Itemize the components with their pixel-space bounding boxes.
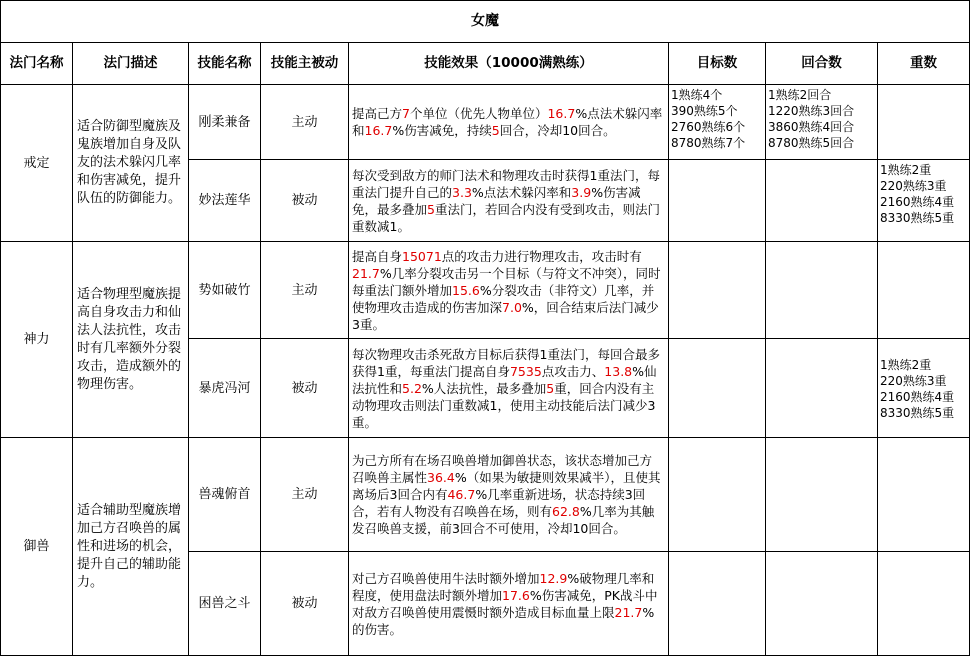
skill-name: 暴虎冯河 xyxy=(189,339,261,438)
header-skill-name: 技能名称 xyxy=(189,43,261,85)
list-line: 220熟练3重 xyxy=(880,374,947,388)
header-rounds: 回合数 xyxy=(766,43,878,85)
effect-text: 点攻击力、 xyxy=(541,363,605,379)
header-stacks: 重数 xyxy=(878,43,970,85)
highlight-value: 62.8 xyxy=(552,504,580,519)
effect-text: %的伤害。 xyxy=(352,604,655,637)
effect-text: 每次受到敌方的师门法术和物理攻击时获得1重法门，每重法门提升自己的 xyxy=(352,167,660,200)
skill-rounds xyxy=(766,242,878,339)
skill-stacks xyxy=(878,85,970,160)
skill-stacks xyxy=(878,242,970,339)
skill-stacks xyxy=(878,552,970,656)
list-line: 2160熟练4重 xyxy=(880,195,955,209)
skill-targets xyxy=(669,160,766,242)
highlight-value: 15.6 xyxy=(452,282,480,298)
effect-text: 对己方召唤兽使用牛法时额外增加 xyxy=(352,570,540,586)
skill-targets xyxy=(669,552,766,656)
highlight-value: 17.6 xyxy=(502,587,530,603)
skill-targets xyxy=(669,85,766,160)
highlight-value: 5.2 xyxy=(402,380,422,396)
skill-effect xyxy=(349,339,669,438)
header-skill-type: 技能主被动 xyxy=(261,43,349,85)
effect-text: %几率为其触发召唤兽支援，前3回合不可使用，冷却10回合。 xyxy=(352,504,655,536)
header-row xyxy=(1,43,970,85)
highlight-value: 7.0 xyxy=(502,299,522,315)
highlight-value: 3.3 xyxy=(452,184,472,200)
list-line: 8780熟练7个 xyxy=(671,136,746,150)
list-line: 1熟练2回合 xyxy=(768,88,832,102)
list-line: 220熟练3重 xyxy=(880,179,947,193)
skill-rounds xyxy=(766,339,878,438)
skill-targets xyxy=(669,438,766,552)
highlight-value: 5 xyxy=(491,123,500,138)
header-targets: 目标数 xyxy=(669,43,766,85)
skill-type: 主动 xyxy=(261,438,349,552)
list-line: 1熟练2重 xyxy=(880,163,932,177)
skill-effect xyxy=(349,160,669,242)
effect-text: 提高自身 xyxy=(352,248,403,264)
effect-text: %伤害减免，持续 xyxy=(392,123,492,138)
list-line: 3860熟练4回合 xyxy=(768,120,855,134)
highlight-value: 15071 xyxy=(402,248,442,264)
effect-text: %伤害减免，PK战斗中对敌方召唤兽使用震慑时额外造成目标血量上限 xyxy=(352,587,658,620)
effect-text: %（如果为敏捷则效果减半），且使其离场后3回合内有 xyxy=(352,470,661,502)
list-line: 8330熟练5重 xyxy=(880,406,955,420)
effect-text: 个单位（优先人物单位） xyxy=(409,106,548,121)
skill-rounds xyxy=(766,160,878,242)
effect-text: %仙法抗性和 xyxy=(352,363,657,396)
table-row xyxy=(1,85,970,160)
effect-text: %几率重新进场，状态持续3回合，若有人物没有召唤兽在场，则有 xyxy=(352,487,646,519)
header-school-desc: 法门描述 xyxy=(73,43,189,85)
skill-rounds xyxy=(766,85,878,160)
skill-name: 势如破竹 xyxy=(189,242,261,339)
list-line: 8330熟练5重 xyxy=(880,211,955,225)
effect-text: 提高己方 xyxy=(352,106,403,121)
highlight-value: 13.8 xyxy=(604,363,633,379)
school-name: 戒定 xyxy=(1,85,73,242)
skill-targets xyxy=(669,242,766,339)
effect-text: 重，回合内没有主动物理攻击则法门重数减1，使用主动技能后法门减少3重。 xyxy=(352,380,656,430)
list-line: 1熟练4个 xyxy=(671,88,723,102)
highlight-value: 7 xyxy=(402,106,410,121)
skill-stacks xyxy=(878,339,970,438)
skill-type: 主动 xyxy=(261,85,349,160)
table-row xyxy=(1,438,970,552)
skill-name: 妙法莲华 xyxy=(189,160,261,242)
skill-effect xyxy=(349,242,669,339)
highlight-value: 21.7 xyxy=(614,604,643,620)
highlight-value: 5 xyxy=(546,380,555,396)
header-skill-effect: 技能效果（10000满熟练） xyxy=(349,43,669,85)
skill-rounds xyxy=(766,438,878,552)
list-line: 2160熟练4重 xyxy=(880,390,955,404)
effect-text: %人法抗性，最多叠加 xyxy=(421,380,547,396)
skill-effect xyxy=(349,438,669,552)
highlight-value: 12.9 xyxy=(539,570,568,586)
effect-text: %破物理几率和程度，使用盘法时额外增加 xyxy=(352,570,655,603)
school-desc: 适合辅助型魔族增加己方召唤兽的属性和进场的机会，提升自己的辅助能力。 xyxy=(73,438,189,656)
effect-text: 点的攻击力进行物理攻击，攻击时有 xyxy=(441,248,642,264)
skill-name: 困兽之斗 xyxy=(189,552,261,656)
table-title: 女魔 xyxy=(1,1,970,43)
table-row xyxy=(1,242,970,339)
effect-text: %点法术躲闪率和 xyxy=(471,184,572,200)
highlight-value: 16.7 xyxy=(547,106,576,121)
highlight-value: 21.7 xyxy=(352,265,380,281)
highlight-value: 36.4 xyxy=(427,470,455,485)
list-line: 2760熟练6个 xyxy=(671,120,746,134)
highlight-value: 46.7 xyxy=(447,487,476,502)
highlight-value: 7535 xyxy=(509,363,542,379)
effect-text: %，回合结束后法门减少3重。 xyxy=(352,299,659,332)
list-line: 1熟练2重 xyxy=(880,358,932,372)
list-line: 1220熟练3回合 xyxy=(768,104,855,118)
skill-type: 被动 xyxy=(261,552,349,656)
effect-text: %点法术躲闪率和 xyxy=(352,106,663,138)
skill-stacks xyxy=(878,438,970,552)
effect-text: %伤害减免，最多叠加 xyxy=(352,184,641,217)
skill-stacks xyxy=(878,160,970,242)
list-line: 8780熟练5回合 xyxy=(768,136,855,150)
skill-type: 主动 xyxy=(261,242,349,339)
effect-text: %几率分裂攻击另一个目标（与符文不冲突），同时每重法门额外增加 xyxy=(352,265,661,298)
school-desc: 适合防御型魔族及鬼族增加自身及队友的法术躲闪几率和伤害减免，提升队伍的防御能力。 xyxy=(73,85,189,242)
school-desc: 适合物理型魔族提高自身攻击力和仙法人法抗性，攻击时有几率额外分裂攻击，造成额外的物理伤害。 xyxy=(73,242,189,438)
highlight-value: 5 xyxy=(427,201,435,217)
skill-name: 刚柔兼备 xyxy=(189,85,261,160)
skill-effect xyxy=(349,85,669,160)
school-name: 御兽 xyxy=(1,438,73,656)
effect-text: 每次物理攻击杀死敌方目标后获得1重法门，每回合最多获得1重，每重法门提高自身 xyxy=(352,346,660,379)
skill-name: 兽魂俯首 xyxy=(189,438,261,552)
effect-text: 回合，冷却10回合。 xyxy=(499,123,616,138)
effect-text: 为己方所有在场召唤兽增加御兽状态，该状态增加己方召唤兽主属性 xyxy=(352,453,653,485)
school-name: 神力 xyxy=(1,242,73,438)
skill-targets xyxy=(669,339,766,438)
list-line: 390熟练5个 xyxy=(671,104,738,118)
highlight-value: 3.9 xyxy=(571,184,592,200)
skill-type: 被动 xyxy=(261,339,349,438)
skill-rounds xyxy=(766,552,878,656)
effect-text: %分裂攻击（非符文）几率，并使物理攻击造成的伤害加深 xyxy=(352,282,655,315)
header-school-name: 法门名称 xyxy=(1,43,73,85)
effect-text: 重法门，若回合内没有受到攻击，则法门重数减1。 xyxy=(352,201,660,234)
highlight-value: 16.7 xyxy=(364,123,393,138)
skill-type: 被动 xyxy=(261,160,349,242)
skill-effect xyxy=(349,552,669,656)
